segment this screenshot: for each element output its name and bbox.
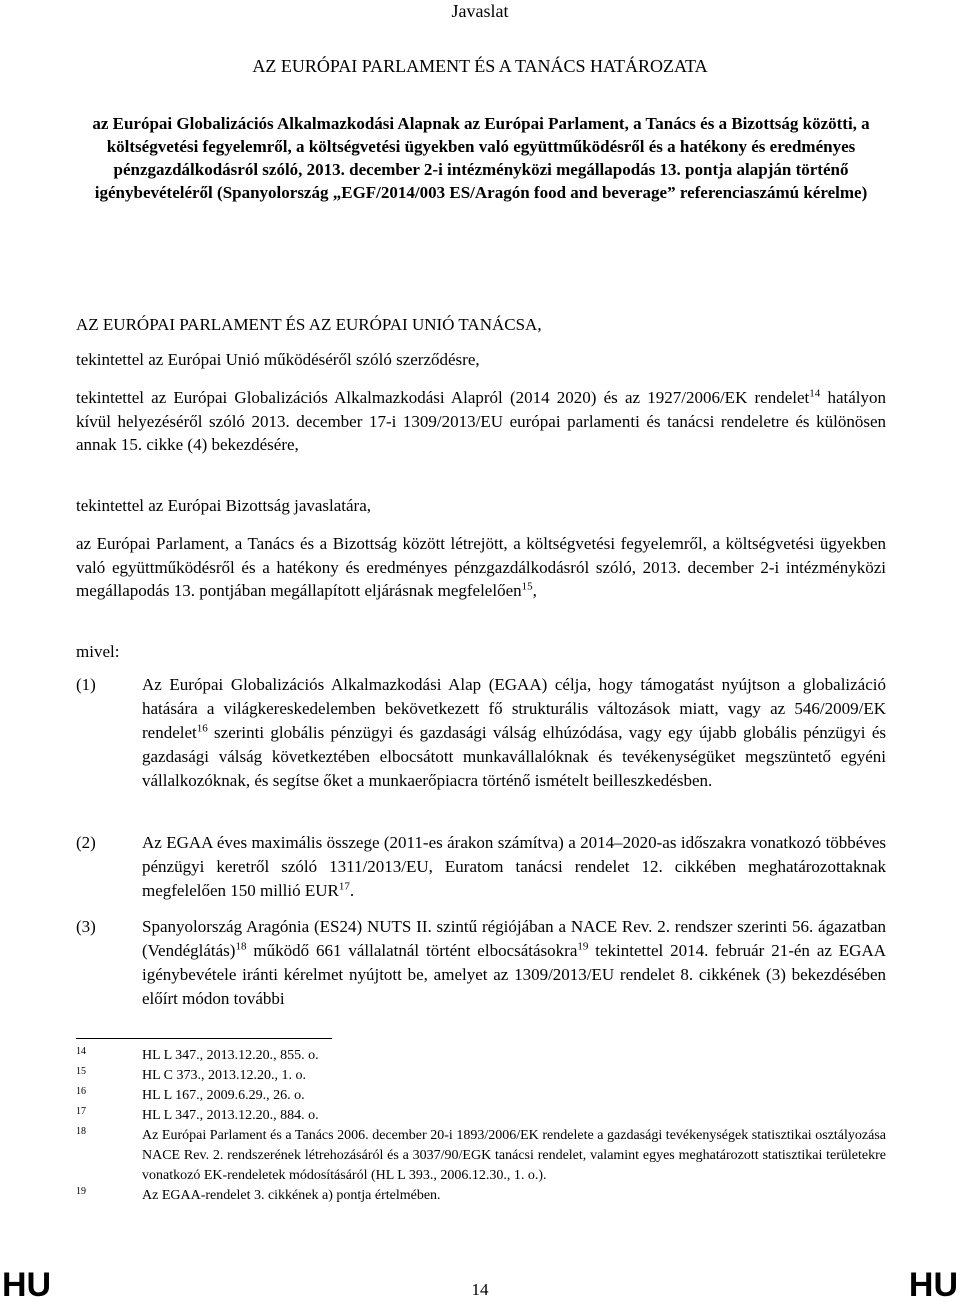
- language-code-left: HU: [2, 1266, 52, 1304]
- footnote-ref-16[interactable]: 16: [196, 722, 208, 735]
- page-number: 14: [471, 1280, 489, 1299]
- recital-text-part: Az Európai Globalizációs Alkalmazkodási Alap (EGAA) célja, hogy támogatást nyújtson a globalizáció hatására a világkereskedelemben bekövetkezett fő strukturális változások miatt, vagy az 546/2009/EK rendelet: [142, 675, 886, 742]
- citation-treaty: tekintettel az Európai Unió működéséről szóló szerződésre,: [76, 350, 480, 369]
- footnote-number: 19: [76, 1186, 86, 1197]
- footnote-number: 15: [76, 1066, 86, 1077]
- footnote-17: [76, 1106, 886, 1126]
- citation-text: tekintettel az Európai Globalizációs Alkalmazkodási Alapról (2014 2020) és az 1927/2006/EK rendelet: [76, 388, 810, 407]
- footnote-number: 17: [76, 1106, 86, 1117]
- footnotes: [76, 1046, 886, 1206]
- footnote-number: 16: [76, 1086, 86, 1097]
- footnote-19: [76, 1186, 886, 1206]
- document-label: Javaslat: [451, 1, 509, 21]
- recital-text-part: működő 661 vállalatnál történt elbocsátásokra: [246, 941, 578, 960]
- document-subtitle: az Európai Globalizációs Alkalmazkodási Alapnak az Európai Parlament, a Tanács és a Bizottság közötti, a költségvetési fegyelemről, a költségvetési ügyekben való együttműködésről és a hatékony és eredményes pénzgazdálkodásról szóló, 2013. december 2-i intézményközi megállapodás 13. pontja alapján történő igénybevételéről (Spanyolország „EGF/2014/003 ES/Aragón food and beverage” referenciaszámú kérelme): [92, 114, 870, 202]
- whereas-label: mivel:: [76, 642, 120, 661]
- recital-number: (2): [76, 833, 96, 852]
- footnote-text: Az EGAA-rendelet 3. cikkének a) pontja értelmében.: [142, 1188, 441, 1203]
- institution-heading: AZ EURÓPAI PARLAMENT ÉS AZ EURÓPAI UNIÓ TANÁCSA,: [76, 315, 542, 334]
- footnote-text: HL C 373., 2013.12.20., 1. o.: [142, 1068, 306, 1083]
- footnote-text: HL L 347., 2013.12.20., 855. o.: [142, 1048, 319, 1063]
- recital-text-part: Az EGAA éves maximális összege (2011-es árakon számítva) a 2014–2020-as időszakra vonatkozó többéves pénzügyi keretről szóló 1311/2013/EU, Euratom tanácsi rendelet 12. cikkében meghatározottaknak megfelelően 150 millió EUR: [142, 833, 886, 900]
- footnote-ref-18[interactable]: 18: [235, 940, 247, 953]
- citation-proposal: tekintettel az Európai Bizottság javaslatára,: [76, 496, 372, 515]
- footnote-16: [76, 1086, 886, 1106]
- recital-number: (3): [76, 917, 96, 936]
- recital-text-part: .: [349, 881, 355, 900]
- citation-agreement: [76, 532, 886, 603]
- citation-regulation: [76, 386, 886, 457]
- recital-text-part: Spanyolország Aragónia (ES24) NUTS II. szintű régiójában a NACE Rev. 2. rendszer szerinti 56. ágazatban (Vendéglátás): [142, 917, 886, 960]
- footnote-ref-19[interactable]: 19: [577, 940, 589, 953]
- language-code-right: HU: [908, 1266, 958, 1304]
- recital-number: (1): [76, 675, 96, 694]
- recital-text: [142, 673, 886, 793]
- recital-text-part: szerinti globális pénzügyi és gazdasági válság elhúzódása, vagy egy újabb globális pénzügyi és gazdasági válság következtében elbocsátott munkavállalóknak és tevékenységüket megszüntető egyéni vállalkozóknak, és segítse őket a munkaerőpiacra történő ismételt beilleszkedésben.: [142, 723, 886, 790]
- footnote-18: [76, 1126, 886, 1186]
- footnote-text: HL L 347., 2013.12.20., 884. o.: [142, 1108, 319, 1123]
- recital-text: [142, 915, 886, 1011]
- document-title: AZ EURÓPAI PARLAMENT ÉS A TANÁCS HATÁROZATA: [252, 56, 708, 76]
- citation-text: ,: [532, 581, 537, 600]
- footnote-ref-17[interactable]: 17: [338, 880, 350, 893]
- footnote-15: [76, 1066, 886, 1086]
- footnote-divider: [76, 1038, 332, 1039]
- footnote-text: HL L 167., 2009.6.29., 26. o.: [142, 1088, 305, 1103]
- footnote-ref-14[interactable]: 14: [809, 387, 821, 400]
- footnote-number: 18: [76, 1126, 86, 1137]
- recital-text: [142, 831, 886, 903]
- footnote-number: 14: [76, 1046, 86, 1057]
- footnote-ref-15[interactable]: 15: [521, 580, 533, 593]
- footnote-text: Az Európai Parlament és a Tanács 2006. december 20-i 1893/2006/EK rendelete a gazdasági tevékenységek statisztikai osztályozása NACE Rev. 2. rendszerének létrehozásáról és a 3037/90/EGK tanácsi rendelet, valamint egyes meghatározott statisztikai területekre vonatkozó EK-rendeletek módosításáról (HL L 393., 2006.12.30., 1. o.).: [142, 1128, 886, 1183]
- citation-text: az Európai Parlament, a Tanács és a Bizottság között létrejött, a költségvetési fegyelemről, a költségvetési ügyekben való együttműködésről és a hatékony és eredményes pénzgazdálkodásról szóló, 2013. december 2-i intézményközi megállapodás 13. pontjában megállapított eljárásnak megfelelően: [76, 534, 886, 600]
- recital-text-part: tekintettel 2014. február 21-én az EGAA igénybevétele iránti kérelmet nyújtott be, amelyet az 1309/2013/EU rendelet 8. cikkének (3) bekezdésében előírt módon további: [142, 941, 887, 1008]
- footnote-14: [76, 1046, 886, 1066]
- citation-text: hatályon kívül helyezéséről szóló 2013. december 17-i 1309/2013/EU európai parlamenti és tanácsi rendeletre és különösen annak 15. cikke (4) bekezdésére,: [76, 388, 886, 454]
